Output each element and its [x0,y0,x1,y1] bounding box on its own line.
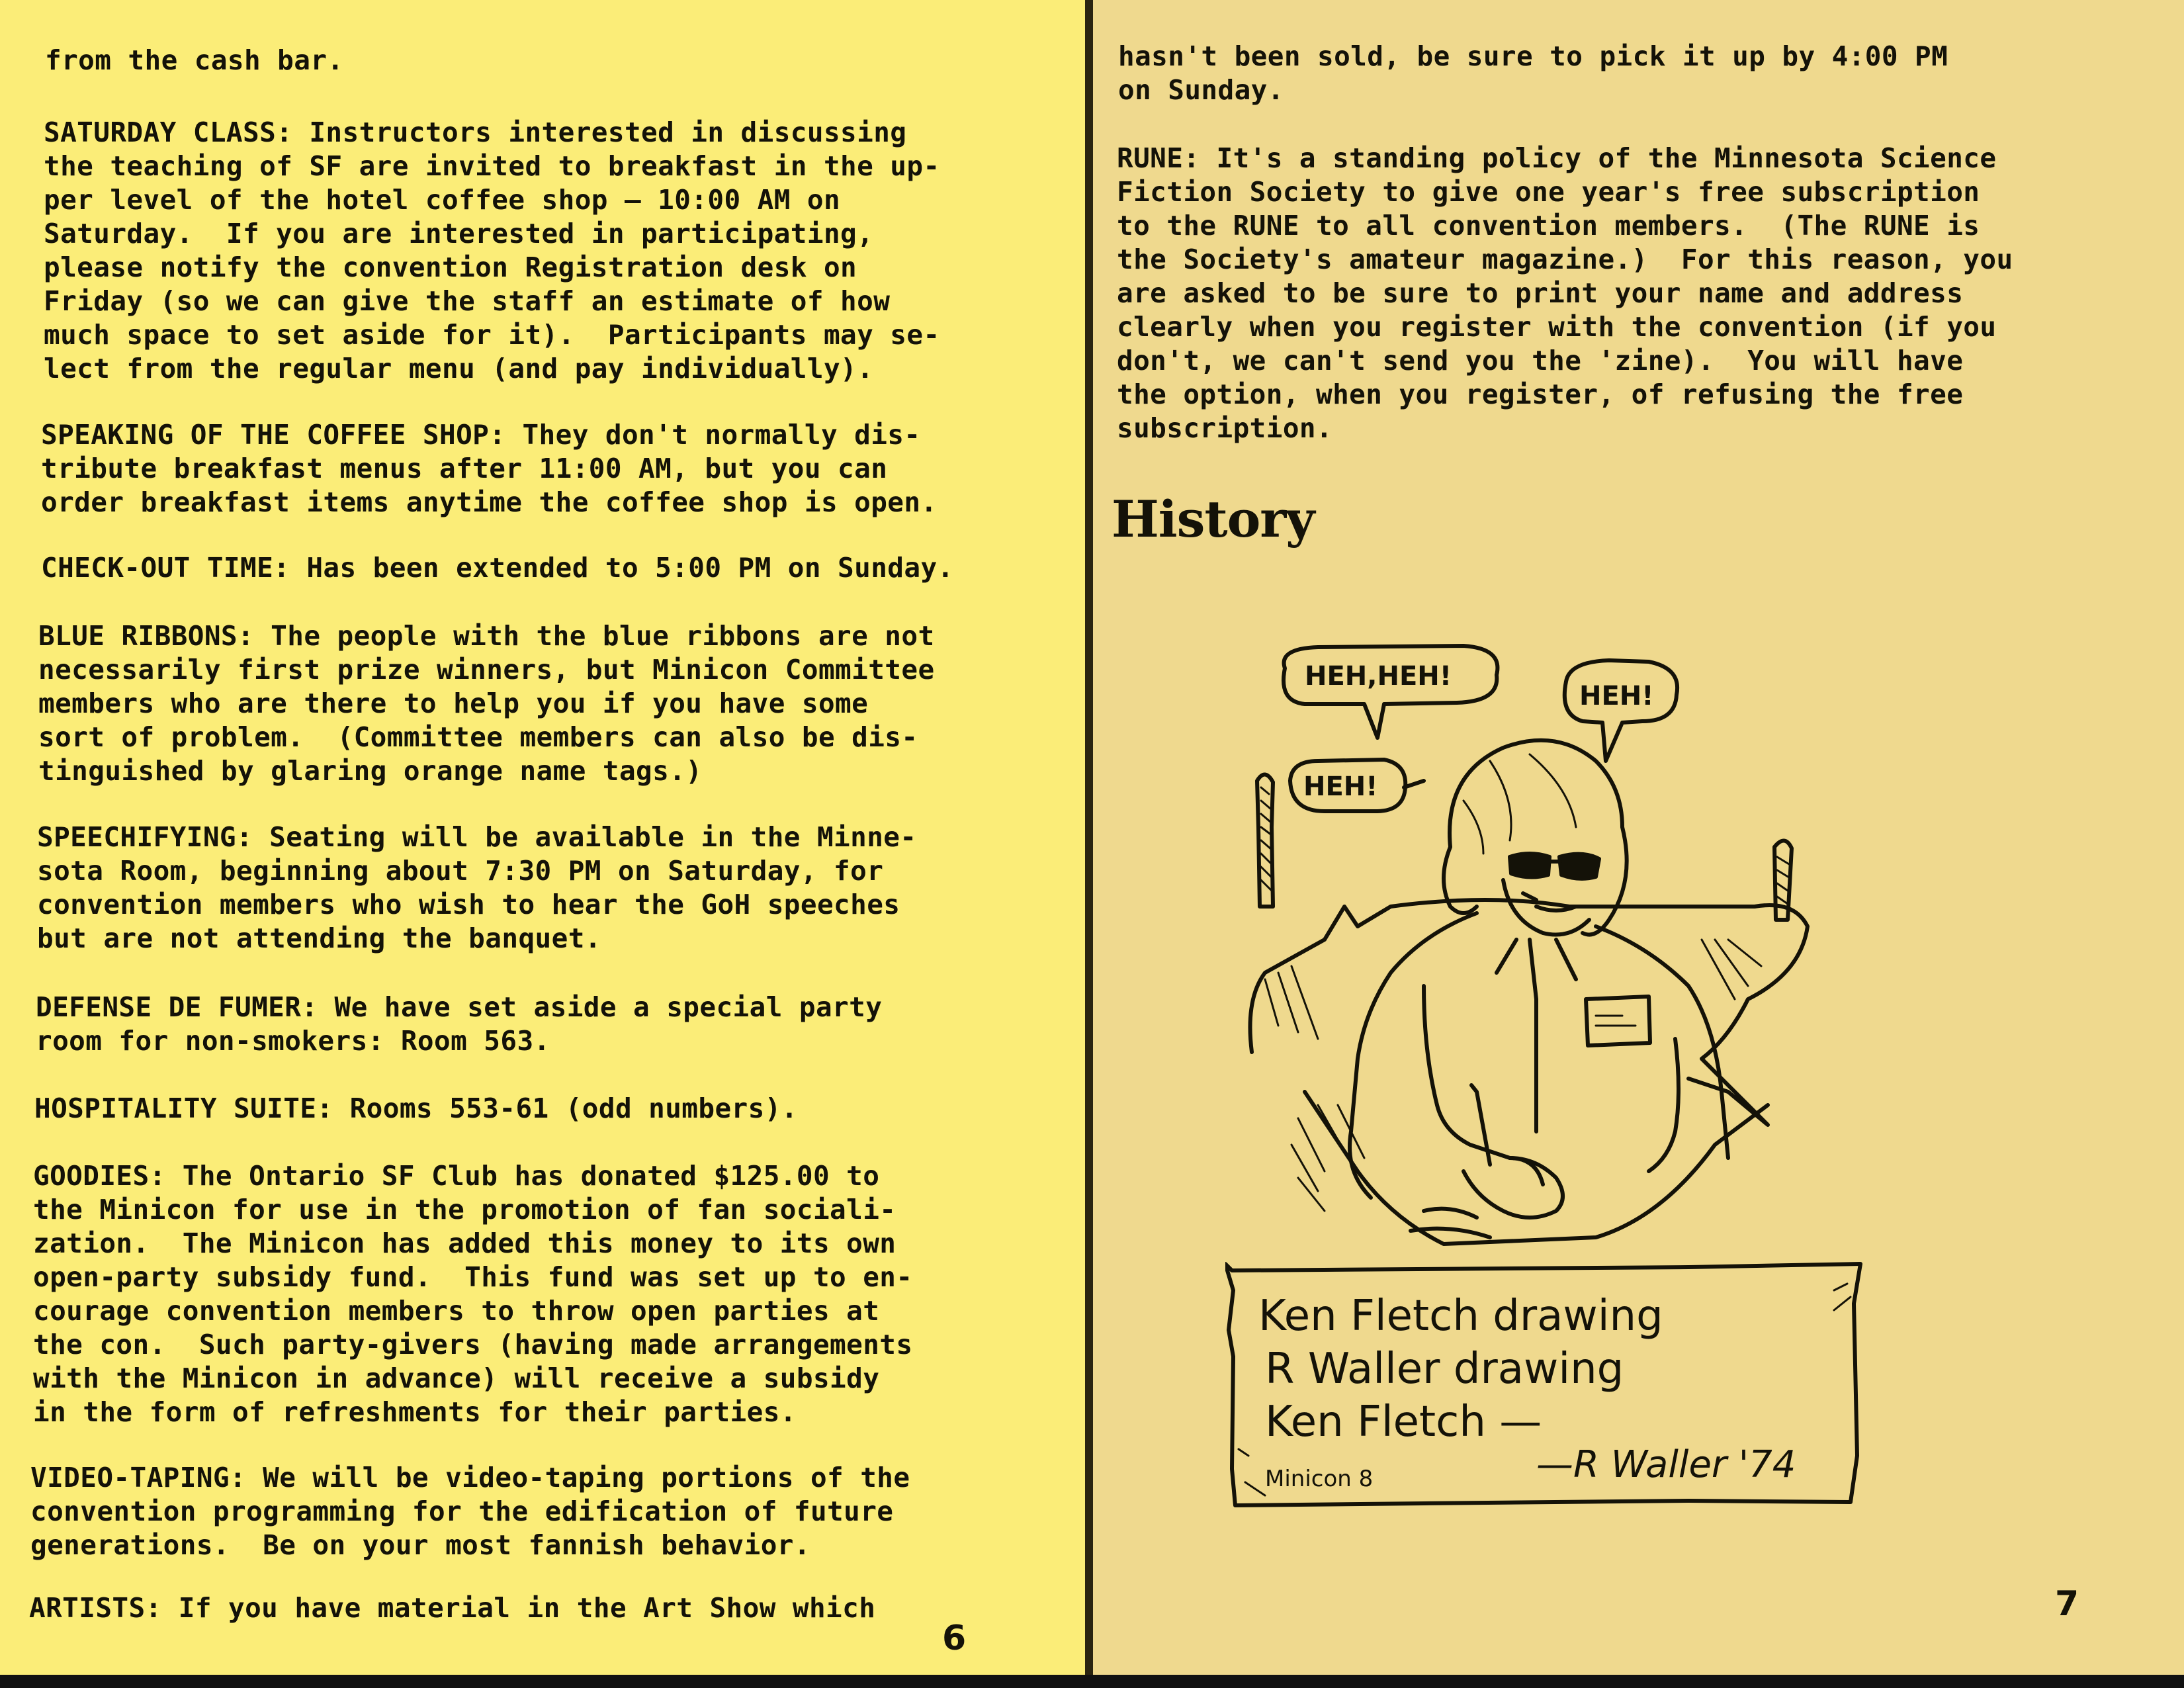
paragraph-goodies: GOODIES: The Ontario SF Club has donated $125.00 to the Minicon for use in the promotion of fan sociali- zation. The Minicon has added this money to its own open-party subsidy fund. This fund was set up to en- courage convention members to throw open parties at the con. Such party-givers (having made arrangements with the Minicon in advance) will receive a subsidy in the form of refreshments for their parties. [33,1160,913,1428]
caption-line-2: R Waller drawing [1265,1345,1624,1394]
figure-arm-left [1424,986,1543,1184]
page-number-right: 7 [2055,1584,2079,1624]
paragraph-artists-continued: hasn't been sold, be sure to pick it up by 4:00 PM on Sunday. [1118,40,1948,106]
caption-line-3: Ken Fletch — [1265,1398,1542,1446]
speech-bubble-2-text: HEH! [1579,681,1654,711]
paragraph-coffee-shop: SPEAKING OF THE COFFEE SHOP: They don't normally dis- tribute breakfast menus after 11:00 AM, but you can order breakfast items anytime the coffee shop is open. [41,419,938,518]
page-bottom-edge [0,1675,2184,1688]
paragraph-video-taping: VIDEO-TAPING: We will be video-taping portions of the convention programming for the edification of future generations. Be on your most fannish behavior. [30,1462,910,1561]
paragraph-speechifying: SPEECHIFYING: Seating will be available in the Minne- sota Room, beginning about 7:30 PM on Saturday, for convention members who wish to hear the GoH speeches but are not attending the banquet. [37,821,917,954]
speech-bubble-1-text: HEH,HEH! [1305,661,1452,691]
caption-line-1: Ken Fletch drawing [1258,1292,1663,1341]
speech-bubble-3-text: HEH! [1303,772,1378,802]
chair-back [1250,900,1808,1125]
paragraph-check-out-time: CHECK-OUT TIME: Has been extended to 5:00 PM on Sunday. [41,552,954,584]
speech-bubble-1 [1284,646,1497,738]
paragraph-rune: RUNE: It's a standing policy of the Minnesota Science Fiction Society to give one year's free subscription to the RUNE to all convention members. (The RUNE is the Society's amateur magazine.) For this reason, you are asked to be sure to print your name and address clearly when you register with the convention (if you don't, we can't send you the 'zine). You will have the option, when you register, of refusing the free subscription. [1117,142,2013,444]
cartoon-illustration [1225,629,1887,1522]
page-number-left: 6 [942,1619,967,1658]
figure-body [1350,913,1728,1198]
figure-face [1503,880,1589,935]
chair-left-post [1257,774,1273,907]
name-tag-icon [1586,997,1650,1045]
caption-footer-minicon: Minicon 8 [1265,1466,1374,1492]
left-page [0,0,1085,1688]
right-page [1093,0,2184,1688]
figure-arm-right [1649,1039,1679,1171]
paragraph-saturday-class: SATURDAY CLASS: Instructors interested in discussing the teaching of SF are invited to breakfast in the up- per level of the hotel coffee shop — 10:00 AM on Saturday. If you are interested in participating, please notify the convention Registration desk on Friday (so we can give the staff an estimate of how much space to set aside for it). Participants may se- lect from the regular menu (and pay individually). [44,116,940,384]
paragraph-defense-de-fumer: DEFENSE DE FUMER: We have set aside a special party room for non-smokers: Room 563. [36,991,883,1057]
hand-with-pen [1463,1085,1563,1218]
paragraph-blue-ribbons: BLUE RIBBONS: The people with the blue ribbons are not necessarily first prize winners, but Minicon Committee members who are there to help you if you have some sort of problem. (Committee members can also be dis- tinguished by glaring orange name tags.) [38,620,935,787]
paragraph-cash-bar: from the cash bar. [45,44,344,76]
artist-signature: —R Waller '74 [1536,1443,1796,1486]
paragraph-hospitality-suite: HOSPITALITY SUITE: Rooms 553-61 (odd numbers). [34,1092,798,1124]
glasses-icon [1510,854,1599,879]
section-heading-history: History [1112,490,1315,549]
paragraph-artists: ARTISTS: If you have material in the Art Show which [29,1592,876,1624]
book-gutter [1085,0,1093,1688]
